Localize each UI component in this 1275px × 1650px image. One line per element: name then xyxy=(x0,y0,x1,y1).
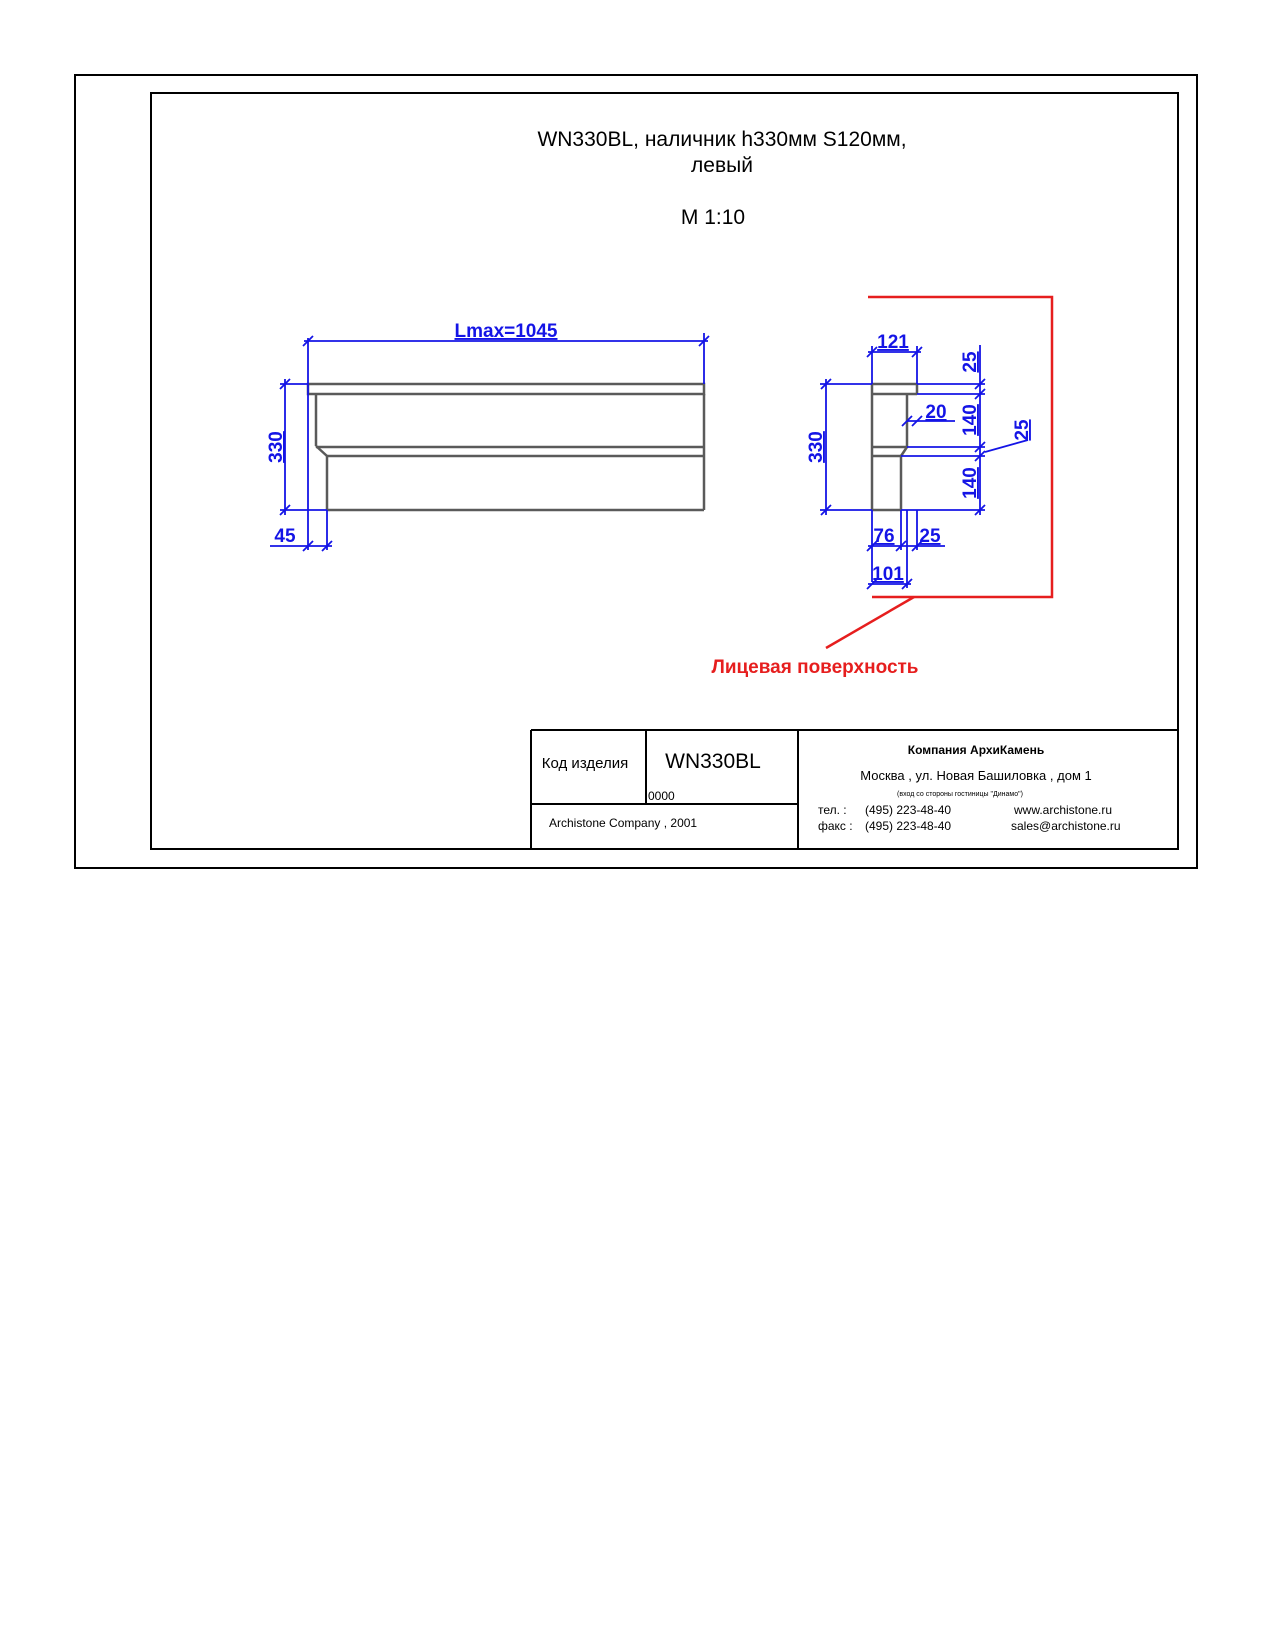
company-address: Москва , ул. Новая Башиловка , дом 1 xyxy=(860,768,1092,783)
front-length-label: Lmax=1045 xyxy=(454,321,558,342)
face-surface-marker xyxy=(826,297,1052,648)
product-code-label: Код изделия xyxy=(541,755,629,772)
side-bottom-width: 101 xyxy=(872,564,904,585)
side-height: 330 xyxy=(806,431,827,463)
side-top-step: 25 xyxy=(960,351,981,373)
company-name: Компания АрхиКамень xyxy=(907,743,1045,757)
side-view xyxy=(711,297,1052,678)
drawing-scale: М 1:10 xyxy=(680,206,746,229)
fax-number: (495) 223-48-40 xyxy=(865,819,952,833)
front-offset-label: 45 xyxy=(274,526,296,547)
side-view-dimensions xyxy=(820,345,1028,589)
side-bottom-right: 25 xyxy=(919,526,941,547)
copyright-text: Archistone Company , 2001 xyxy=(549,816,698,830)
side-upper-height: 140 xyxy=(960,404,981,436)
product-code-value: WN330BL xyxy=(665,750,761,773)
email-link[interactable]: sales@archistone.ru xyxy=(1011,819,1121,833)
front-view xyxy=(266,321,709,551)
side-lower-height: 140 xyxy=(960,467,981,499)
phone-number: (495) 223-48-40 xyxy=(865,803,952,817)
side-top-width: 121 xyxy=(877,332,909,353)
front-view-profile xyxy=(308,384,704,510)
side-step-depth: 20 xyxy=(925,402,947,423)
fax-label: факс : xyxy=(818,819,853,833)
face-surface-label: Лицевая поверхность xyxy=(711,657,919,678)
product-code-number: 0000 xyxy=(648,789,675,803)
front-view-dimensions xyxy=(270,333,709,551)
inner-frame xyxy=(151,93,1178,849)
phone-label: тел. : xyxy=(818,803,847,817)
website-link[interactable]: www.archistone.ru xyxy=(1014,803,1113,817)
company-address-note: (вход со стороны гостиницы "Динамо") xyxy=(897,791,1023,798)
side-step: 25 xyxy=(1012,419,1033,441)
drawing-title-line2: левый xyxy=(691,154,753,177)
front-height-label: 330 xyxy=(266,431,287,463)
drawing-title-line1: WN330BL, наличник h330мм S120мм, xyxy=(537,128,907,151)
side-bottom-step: 76 xyxy=(873,526,895,547)
